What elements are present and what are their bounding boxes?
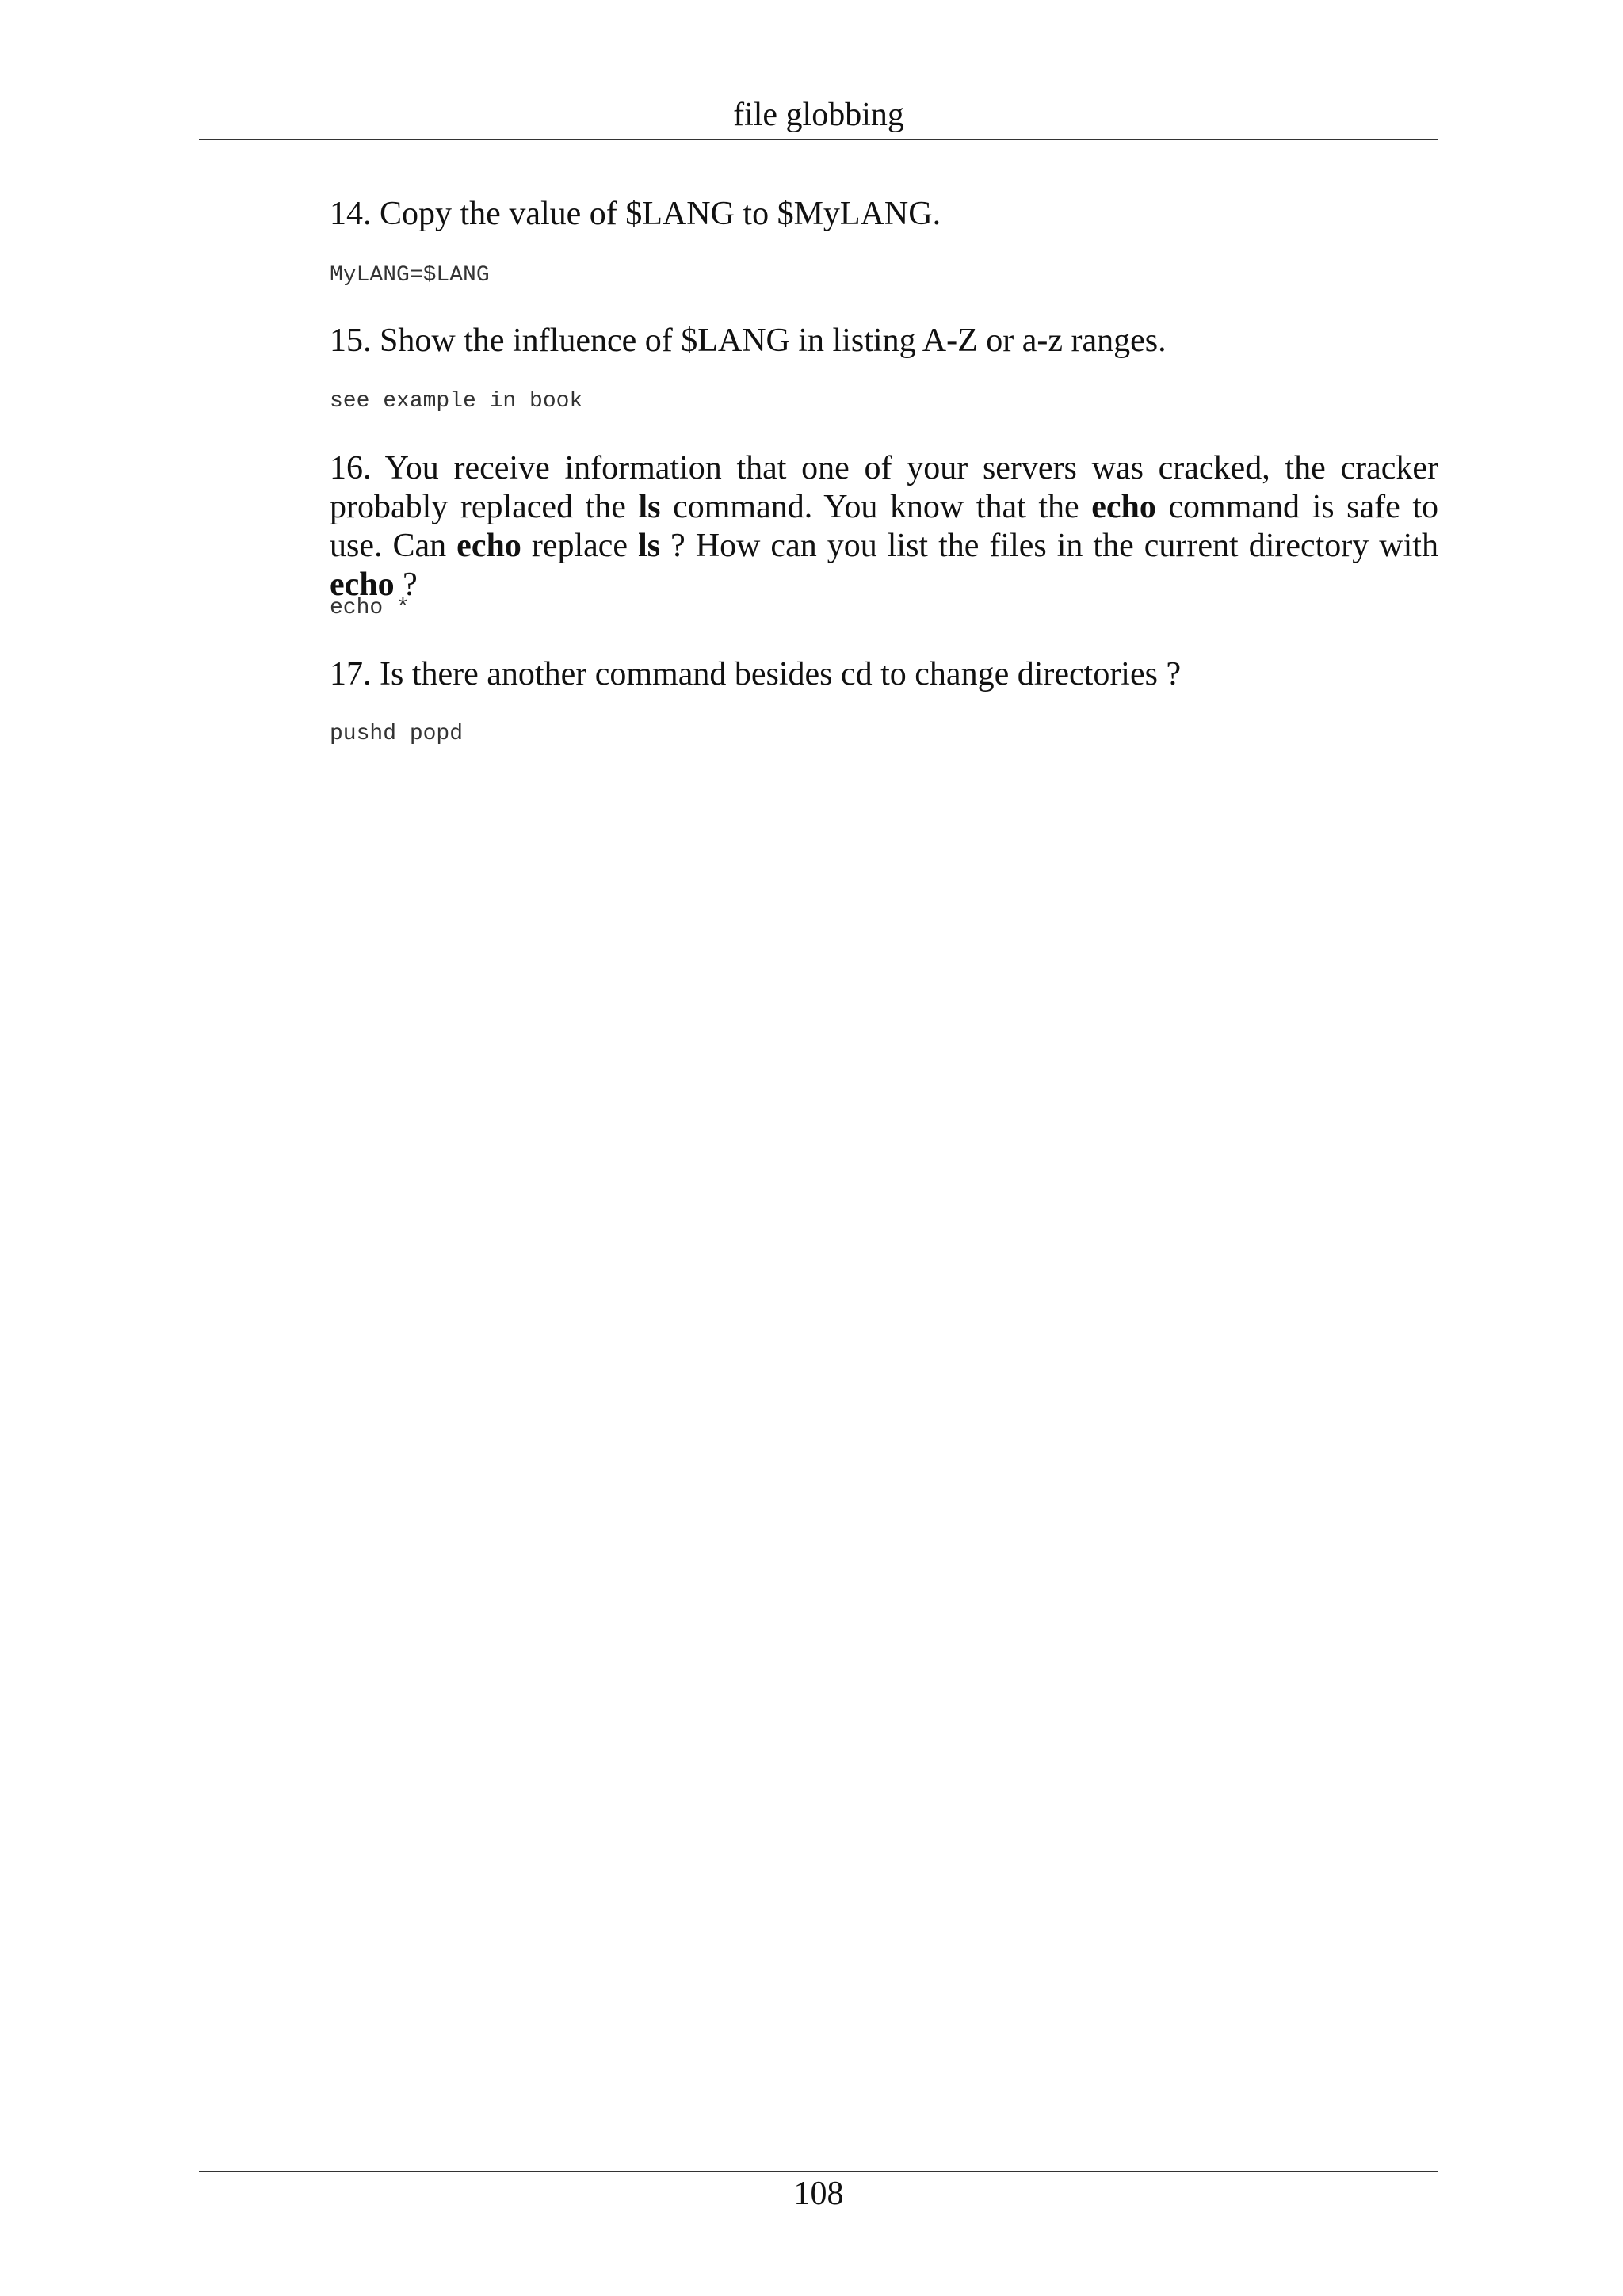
page-number: 108 bbox=[793, 2176, 844, 2212]
question-16-command-echo: echo bbox=[456, 528, 521, 564]
question-16-command-echo: echo bbox=[1091, 489, 1156, 525]
question-16-text: command. You know that the bbox=[660, 489, 1092, 525]
question-16-command-echo: echo bbox=[330, 566, 395, 603]
question-17: 17. Is there another command besides cd to change directories ? bbox=[330, 656, 1182, 692]
header-divider bbox=[199, 139, 1438, 140]
question-16-text: command is safe to use. Can bbox=[330, 489, 1439, 564]
question-16-text: ? How can you list the files in the current directory with bbox=[660, 528, 1438, 564]
answer-15: see example in book bbox=[330, 389, 583, 414]
question-16 bbox=[330, 449, 1438, 605]
page-header-title: file globbing bbox=[733, 97, 904, 133]
question-14: 14. Copy the value of $LANG to $MyLANG. bbox=[330, 196, 941, 232]
answer-16: echo * bbox=[330, 596, 410, 620]
question-16-command-ls: ls bbox=[638, 489, 661, 525]
question-16-text: 16. You receive information that one of your servers was cracked, the cracker probably replaced the bbox=[330, 450, 1438, 525]
answer-17: pushd popd bbox=[330, 722, 464, 746]
question-15: 15. Show the influence of $LANG in listing A-Z or a-z ranges. bbox=[330, 322, 1167, 359]
question-16-command-ls: ls bbox=[638, 528, 661, 564]
question-16-text: replace bbox=[521, 528, 639, 564]
answer-14: MyLANG=$LANG bbox=[330, 263, 490, 288]
question-16-text: ? bbox=[394, 566, 418, 603]
